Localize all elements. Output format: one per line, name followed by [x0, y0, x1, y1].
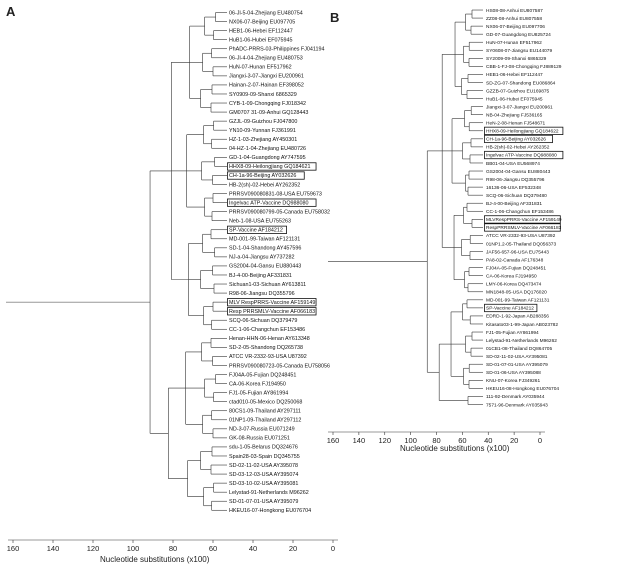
leaf-label: HKEU16-07-Hongkong EU076704 — [229, 508, 312, 515]
leaf-label: ATCC VR-2332-93-USA U87392 — [229, 354, 307, 361]
leaf-label: YN10-09-Yunnan FJ361991 — [229, 127, 296, 134]
leaf-label: HHX8-09-Heilongjiang GQ184621 — [229, 164, 311, 171]
leaf-label: SD-01-07-01-USA AY395079 — [229, 499, 299, 506]
leaf-label: MD-001-99-Taiwan AF121131 — [486, 298, 550, 304]
leaf-label: ATCC VR-2332-93-USA U87392 — [486, 234, 556, 240]
leaf-label: SP-Vaccine AF184212 — [229, 227, 283, 234]
leaf-label: BJ-4-00-Beijing AF331831 — [229, 272, 292, 279]
leaf-label: FJ1-05-Fujian AY861994 — [486, 330, 539, 336]
leaf-label: Lelystad-91-Netherlands M96262 — [229, 489, 309, 496]
leaf-label: Spain28-03-Spain DQ345755 — [229, 453, 300, 460]
axis-tick-label: 160 — [326, 436, 340, 445]
leaf-label: Sichuan1-03-Sichuan AY613811 — [229, 281, 307, 288]
leaf-label: 111-92-Denmark AY035944 — [486, 395, 545, 401]
leaf-label: Jiangxi-3-07-Jiangxi EU200961 — [229, 73, 304, 80]
leaf-label: BJ-4-00-Beijing AF331831 — [486, 202, 542, 208]
leaf-label: SD-03-10-02-USA AY395081 — [229, 480, 299, 487]
leaf-label: MN1848-05-USA DQ176020 — [486, 290, 547, 296]
axis-tick-label: 60 — [208, 544, 218, 553]
leaf-label: BB01-04-USA EU568974 — [486, 161, 540, 167]
axis-tick-label: 40 — [484, 436, 493, 445]
axis-panel-a — [7, 540, 338, 564]
leaf-label: MLV RespPRRS-Vaccine AF159149 — [229, 299, 316, 306]
leaf-label: PRRSV090080831-08-USA EU759673 — [229, 191, 322, 198]
leaf-label: 80CS1-09-Thailand AY297111 — [229, 408, 301, 415]
axis-tick-label: 80 — [432, 436, 441, 445]
leaf-label: GK-08-Russia EU071251 — [229, 435, 290, 442]
leaf-label: 16136-06-USA EF532348 — [486, 185, 541, 191]
leaf-label: SD-01-06-USA AY395088 — [486, 371, 541, 377]
leaf-label: CA-06-Korea FJ194950 — [486, 274, 537, 280]
leaf-label: Lelystad-91-Netherlands M96262 — [486, 338, 557, 344]
axis-tick-label: 80 — [168, 544, 178, 553]
leaf-label: 01NP1.2-05-Thailand DQ056373 — [486, 242, 557, 248]
axis-tick-label: 40 — [248, 544, 258, 553]
leaf-label: FJ04A-05-Fujian DQ248451 — [229, 372, 297, 379]
axis-title-a: Nucleotide substitutions (x100) — [100, 555, 210, 564]
panel-label-a: A — [6, 4, 16, 19]
leaf-label: SD-2-05-Shandong DQ265738 — [229, 345, 304, 352]
leaf-label: 01NP1-09-Thailand AY297112 — [229, 417, 302, 424]
leaf-label: CH-1a-96-Beijing AY032626 — [229, 173, 297, 180]
axis-tick-label: 120 — [86, 544, 100, 553]
leaf-label: SD-01-07-01-USA AY395079 — [486, 363, 548, 369]
leaf-label: 04-HZ-1-04-Zhejiang EU480726 — [229, 146, 307, 153]
leaf-label: HEB1-06-Hebei EF112447 — [486, 73, 543, 79]
leaf-label: HB-2(sh)-02-Hebei AY262352 — [486, 145, 550, 151]
axis-tick-label: 100 — [126, 544, 140, 553]
leaf-label: NB-04-Zhejiang FJ536165 — [486, 113, 543, 119]
leaf-label: CC-1-06-Changchun EF153486 — [486, 210, 554, 216]
leaf-label: sdu-1-05-Belarus DQ324676 — [229, 444, 298, 451]
leaf-label: FJ1-05-Fujian AY861994 — [229, 390, 289, 397]
leaf-label: LMY-06-Korea DQ473474 — [486, 282, 542, 288]
axis-tick-label: 20 — [288, 544, 298, 553]
leaf-label: KNU-07-Korea FJ349261 — [486, 379, 541, 385]
leaf-label: HeN-2-08-Henan FJ548671 — [486, 121, 546, 127]
leaf-label: 01CB1-08-Thailand DQ864705 — [486, 346, 553, 352]
leaf-label: HuN-07-Hunan EF517962 — [229, 64, 292, 71]
leaf-label: GM0707 31-09-Anhui GQ128443 — [229, 109, 309, 116]
leaf-label: Jiangxi-3-07-Jiangxi EU200961 — [486, 105, 553, 111]
leaf-label: R98-06-Jiangsu DQ355796 — [486, 177, 545, 183]
leaf-label: HS08-08-Anhui EU807587 — [486, 8, 543, 14]
leaf-label: MLVRespPRRS-Vaccine AF159149 — [486, 218, 562, 224]
leaf-label: HKEU16-08-Hongkong EU076704 — [486, 387, 560, 393]
leaf-label: NX06-07-Beijing EU097705 — [229, 19, 296, 26]
leaf-label: SD-03-12-03-USA AY395074 — [229, 471, 299, 478]
leaf-label: GZJL-09-Guizhou FJ047800 — [229, 118, 298, 125]
panel-label-b: B — [330, 10, 340, 25]
axis-tick-label: 140 — [352, 436, 366, 445]
leaf-label: GS2004-04-Gansu EU880443 — [486, 169, 551, 175]
leaf-label: MD-001-99-Taiwan AF121131 — [229, 236, 301, 243]
leaf-label: SD-ZG-07-Shandong EU086864 — [486, 81, 556, 87]
leaf-label: 06-Jl-5-04-Zhejiang EU480754 — [229, 10, 303, 17]
axis-title-b: Nucleotide substitutions (x100) — [400, 444, 510, 453]
axis-tick-label: 140 — [46, 544, 60, 553]
leaf-label: EDRD-1-92-Japan AB288356 — [486, 314, 549, 320]
axis-tick-label: 60 — [458, 436, 467, 445]
leaf-label: GZZB-07-Guizhou EU169875 — [486, 89, 550, 95]
leaf-label: PRRSV090080799-05-Canada EU758032 — [229, 209, 330, 216]
leaf-label: GS2004-04-Gansu EU880443 — [229, 263, 302, 270]
leaf-label: Neb-1-08-USA EU755263 — [229, 218, 292, 225]
leaf-label: ZZ08-08-Anhui EU807558 — [486, 16, 542, 22]
leaf-label: SD-02-11-02-USA AY395078 — [229, 462, 299, 469]
leaf-label: SY2009-09-Shanxi 6865329 — [486, 57, 547, 63]
leaf-label: NX06-07-Beijing EU097706 — [486, 24, 545, 30]
leaf-label: GD-1-04-Guangdong AY747595 — [229, 155, 306, 162]
leaf-label: HEB1-06-Hebei EF112447 — [229, 28, 293, 35]
tree-panel-a — [6, 10, 330, 514]
leaf-label: PA8-02-Canada AF176348 — [486, 258, 544, 264]
leaf-label: ND-3-07-Russia EU071249 — [229, 426, 295, 433]
leaf-label: R98-06-Jiangsu DQ355796 — [229, 290, 295, 297]
leaf-label: CC-1-06-Changchun EF153486 — [229, 327, 306, 334]
leaf-label: SD-1-04-Shandong AY457596 — [229, 245, 302, 252]
leaf-label: SY0608-07-Jiangsu EU144079 — [486, 49, 553, 55]
leaf-label: CYB-1-09-Chongqing FJ018342 — [229, 100, 307, 107]
leaf-label: NJ-a-04-Jiangsu AY737282 — [229, 254, 295, 261]
axis-tick-label: 0 — [537, 436, 543, 445]
axis-tick-label: 20 — [509, 436, 519, 445]
leaf-label: HZ-1-03-Zhejiang AY450301 — [229, 137, 298, 144]
leaf-label: SCQ-06-Sichuan DQ379480 — [486, 193, 547, 199]
axis-tick-label: 120 — [378, 436, 392, 445]
leaf-label: SY0909-09-Shanxi 6865329 — [229, 91, 297, 98]
leaf-label: HuB1-06-Hubei EF075945 — [486, 97, 543, 103]
leaf-label: Hainan-2-07-Hainan EF398052 — [229, 82, 304, 89]
leaf-label: HB-2(sh)-02-Hebei AY262352 — [229, 182, 301, 189]
leaf-label: Henan-HHN-06-Henan AY613348 — [229, 336, 310, 343]
leaf-label: CBB-1-FJ-08-Chongqing FJ889129 — [486, 65, 562, 71]
leaf-label: CH-1a-96-Beijing AY032626 — [486, 137, 546, 143]
leaf-label: PhADC-PRRS-03-Philippines FJ041194 — [229, 46, 325, 53]
leaf-label: PRRSV090080723-05-Canada EU758056 — [229, 363, 330, 370]
axis-tick-label: 100 — [404, 436, 417, 445]
leaf-label: HuB1-06-Hubei EF075945 — [229, 37, 293, 44]
leaf-label: 06-Jl-4-04-Zhejiang EU480753 — [229, 55, 303, 62]
leaf-label: ctad010-05-Mexico DQ250068 — [229, 399, 303, 406]
leaf-label: JAF56-657-96-USA EU75443 — [486, 250, 549, 256]
leaf-label: HuN-07-Hunan EF517962 — [486, 41, 542, 47]
axis-tick-label: 160 — [6, 544, 20, 553]
leaf-label: CA-06-Korea FJ194950 — [229, 381, 286, 388]
leaf-label: RespPRRSMLV-Vaccine AF066183 — [486, 226, 562, 232]
axis-tick-label: 0 — [330, 544, 336, 553]
leaf-label: GD-07-Guangdong EU825724 — [486, 32, 551, 38]
leaf-label: Resp PRRSMLV-Vaccine AF066183 — [229, 308, 316, 315]
leaf-label: 7571-96-Denmark AY035943 — [486, 403, 548, 409]
leaf-label: HHX8-09-Heilongjiang GQ184622 — [486, 129, 559, 135]
leaf-label: SD-02-11-02-USA AY395081 — [486, 354, 548, 360]
leaf-label: SCQ-06-Sichuan DQ379479 — [229, 318, 298, 325]
tree-panel-b — [328, 8, 563, 408]
leaf-label: Kitasato03-1-99-Japan AB023782 — [486, 322, 559, 328]
leaf-label: Ingelvac ATP-Vaccine DQ988080 — [229, 200, 309, 207]
axis-panel-b — [327, 432, 545, 453]
leaf-label: FJ04A-05-Fujian DQ248451 — [486, 266, 546, 272]
leaf-label: Ingelvac ATP-Vaccine DQ988080 — [486, 153, 557, 159]
leaf-label: SP-Vaccine AF184212 — [486, 306, 534, 312]
